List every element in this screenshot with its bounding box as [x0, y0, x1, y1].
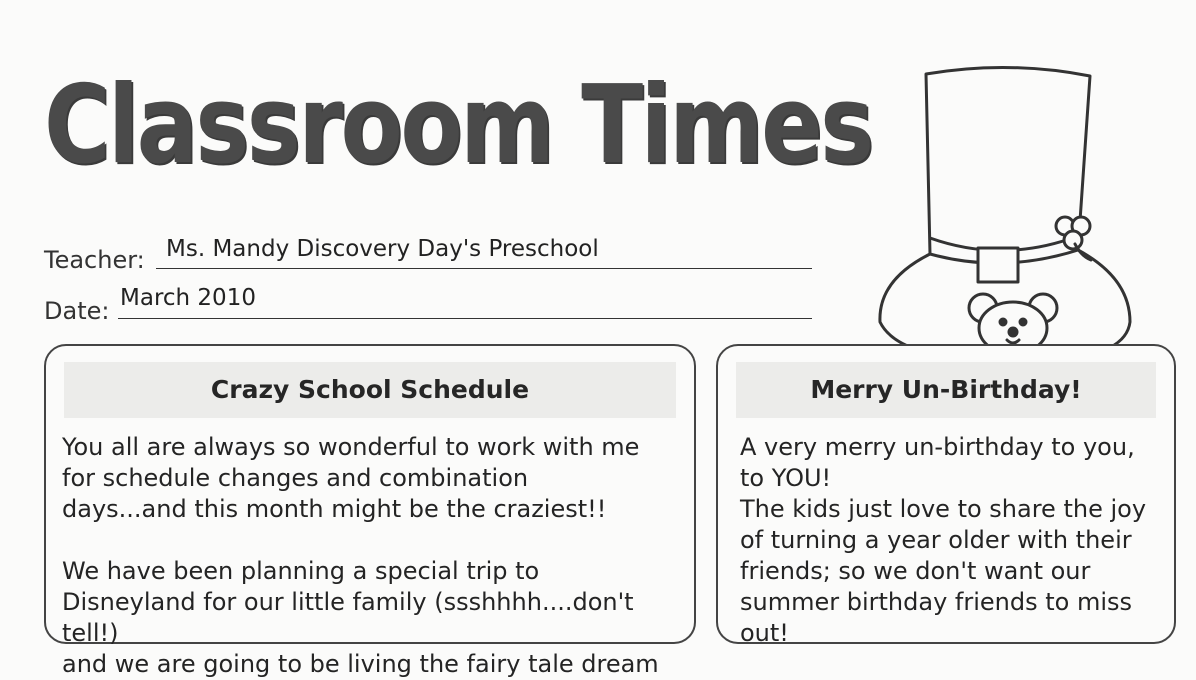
schedule-box — [44, 344, 696, 678]
unbirthday-heading: Merry Un-Birthday! — [736, 362, 1156, 418]
date-underline — [118, 318, 812, 319]
teacher-underline — [156, 268, 812, 269]
top-hat-with-shamrock-and-mouse-icon — [868, 60, 1168, 370]
schedule-heading: Crazy School Schedule — [64, 362, 676, 418]
unbirthday-box — [716, 344, 1176, 647]
date-value: March 2010 — [120, 285, 256, 311]
schedule-body: You all are always so wonderful to work with me for schedule changes and combination days...and this month might be the craziest!! We have been planning a special trip to Disneyland for our little family (ssshhhh....don't tell!) and we are going to be living the fairy tale dream — [62, 433, 659, 678]
date-label: Date: — [44, 297, 110, 325]
unbirthday-body: A very merry un-birthday to you, to YOU! The kids just love to share the joy of turning a year older with their friends; so we don't want our summer birthday friends to miss out! — [740, 433, 1147, 647]
teacher-value: Ms. Mandy Discovery Day's Preschool — [166, 236, 599, 262]
teacher-label: Teacher: — [44, 246, 145, 274]
newsletter-title: Classroom Times — [44, 63, 872, 188]
